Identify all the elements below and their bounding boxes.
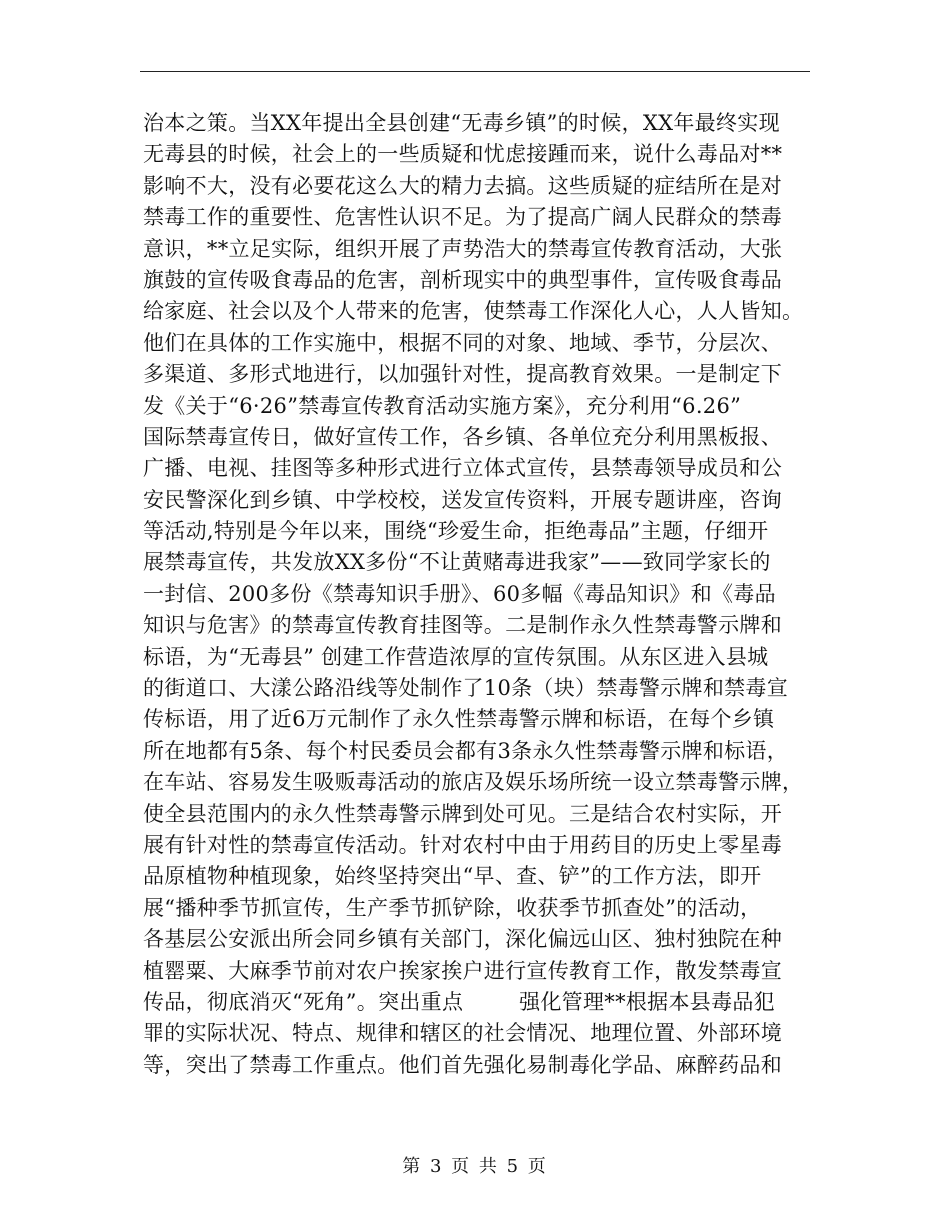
text-line: 展禁毒宣传，共发放XX多份“不让黄赌毒进我家”——致同学家长的 <box>143 550 771 575</box>
text-line: 各基层公安派出所会同乡镇有关部门，深化偏远山区、独村独院在种 <box>143 927 782 952</box>
text-line: 所在地都有5条、每个村民委员会都有3条永久性禁毒警示牌和标语， <box>143 738 789 763</box>
text-line: 等，突出了禁毒工作重点。他们首先强化易制毒化学品、麻醉药品和 <box>143 1052 782 1077</box>
text-line: 安民警深化到乡镇、中学校校，送发宣传资料，开展专题讲座，咨询 <box>143 487 782 512</box>
page-number-footer: 第 3 页 共 5 页 <box>402 1156 548 1177</box>
text-line: 国际禁毒宣传日，做好宣传工作，各乡镇、各单位充分利用黑板报、 <box>143 424 782 449</box>
text-line: 给家庭、社会以及个人带来的危害，使禁毒工作深化人心，人人皆知。 <box>143 299 804 324</box>
text-line: 标语，为“无毒县” 创建工作营造浓厚的宣传氛围。从东区进入县城 <box>143 644 769 669</box>
text-line: 发《关于“6·26”禁毒宣传教育活动实施方案》，充分利用“6.26” <box>143 393 742 418</box>
text-line: 的街道口、大漾公路沿线等处制作了10条（块）禁毒警示牌和禁毒宣 <box>143 676 789 701</box>
document-body <box>143 108 813 1081</box>
text-line: 品原植物种植现象，始终坚持突出“早、查、铲”的工作方法，即开 <box>143 864 762 889</box>
text-line: 传标语，用了近6万元制作了永久性禁毒警示牌和标语，在每个乡镇 <box>143 707 775 732</box>
text-line: 治本之策。当XX年提出全县创建“无毒乡镇”的时候，XX年最终实现 <box>143 111 780 135</box>
text-line: 多渠道、多形式地进行，以加强针对性，提高教育效果。一是制定下 <box>143 362 782 387</box>
text-line: 罪的实际状况、特点、规律和辖区的社会情况、地理位置、外部环境 <box>143 1021 782 1046</box>
text-line: 植罂粟、大麻季节前对农户挨家挨户进行宣传教育工作，散发禁毒宣 <box>143 958 782 983</box>
text-line: 在车站、容易发生吸贩毒活动的旅店及娱乐场所统一设立禁毒警示牌， <box>143 770 804 795</box>
text-line: 旗鼓的宣传吸食毒品的危害，剖析现实中的典型事件，宣传吸食毒品 <box>143 267 782 292</box>
header-rule <box>140 71 810 72</box>
text-line: 展“播种季节抓宣传，生产季节抓铲除，收获季节抓查处”的活动， <box>143 895 762 920</box>
text-line: 意识，**立足实际，组织开展了声势浩大的禁毒宣传教育活动，大张 <box>143 236 783 261</box>
text-line: 等活动,特别是今年以来，围绕“珍爱生命，拒绝毒品”主题，仔细开 <box>143 519 769 544</box>
text-line: 广播、电视、挂图等多种形式进行立体式宣传，县禁毒领导成员和公 <box>143 456 782 481</box>
text-line: 传品，彻底消灭“死角”。突出重点 强化管理**根据本县毒品犯 <box>143 989 775 1014</box>
text-line: 他们在具体的工作实施中，根据不同的对象、地域、季节，分层次、 <box>143 330 782 355</box>
text-line: 无毒县的时候，社会上的一些质疑和忧虑接踵而来，说什么毒品对** <box>143 142 783 167</box>
text-line: 展有针对性的禁毒宣传活动。针对农村中由于用药目的历史上零星毒 <box>143 832 782 857</box>
text-line: 禁毒工作的重要性、危害性认识不足。为了提高广阔人民群众的禁毒 <box>143 205 782 230</box>
text-line: 一封信、200多份《禁毒知识手册》、60多幅《毒品知识》和《毒品 <box>143 581 776 606</box>
text-line: 使全县范围内的永久性禁毒警示牌到处可见。三是结合农村实际，开 <box>143 801 782 826</box>
text-line: 知识与危害》的禁毒宣传教育挂图等。二是制作永久性禁毒警示牌和 <box>143 613 782 638</box>
text-line: 影响不大，没有必要花这么大的精力去搞。这些质疑的症结所在是对 <box>143 173 782 198</box>
